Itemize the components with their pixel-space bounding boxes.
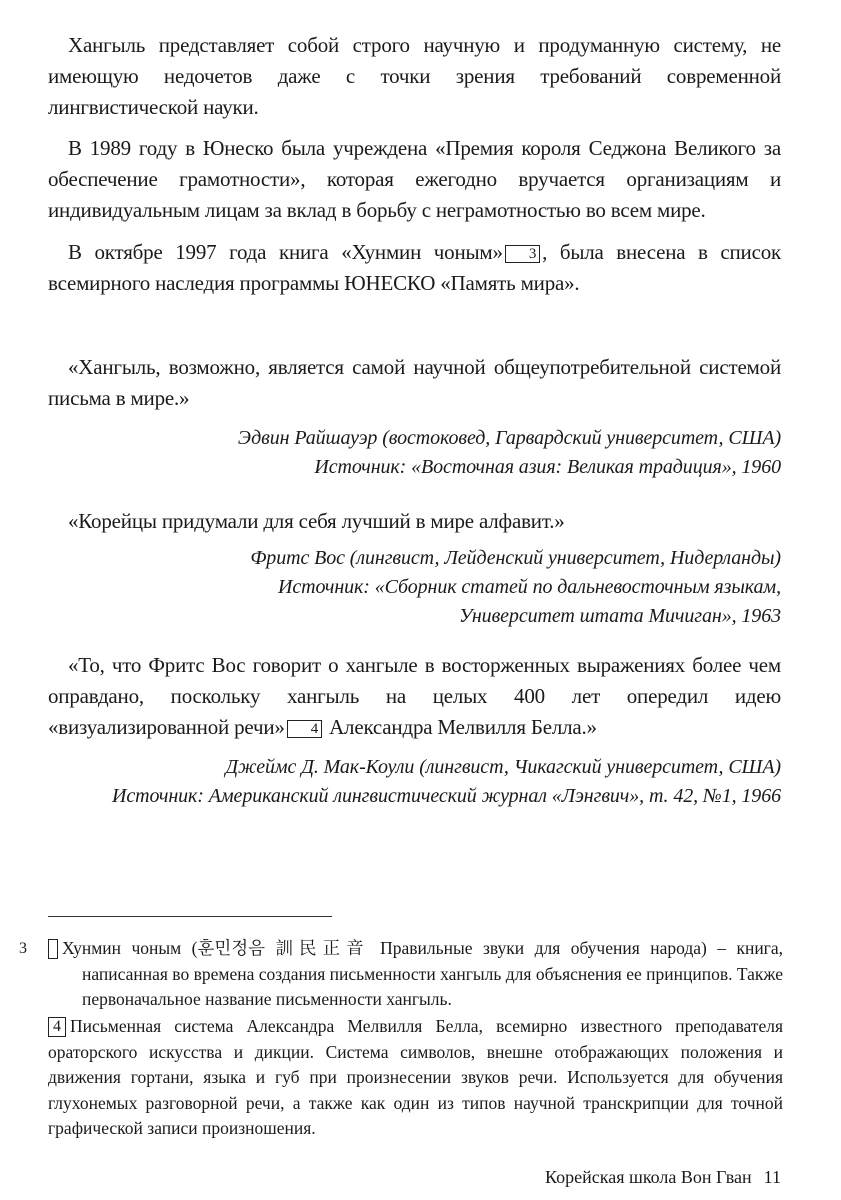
quote-3-text — [48, 650, 781, 743]
quote-3-attribution — [48, 753, 781, 811]
footnote-3-marker: 3 — [48, 939, 58, 959]
paragraph-2: В 1989 году в Юнеско была учреждена «Премия короля Седжона Великого за обеспечение грамотности», которая ежегодно вручается организациям и индивидуальным лицам за вклад в борьбу с неграмотностью во всем мире. — [48, 136, 781, 222]
quote-3-source: Источник: Американский лингвистический журнал «Лэнгвич», т. 42, №1, 1966 — [112, 785, 781, 807]
quote-2-text: «Корейцы придумали для себя лучший в мире алфавит.» — [68, 509, 565, 533]
footnote-4-text: Письменная система Александра Мелвилля Белла, всемирно известного преподавателя ораторского искусства и дикции. Система символов, внешне отображающих положения и движения гортани, языка и губ при произнесении звуков речи. Используется для обучения глухонемых разговорной речи, а также как один из типов научной транскрипции для точной графической записи произношения. — [48, 1016, 783, 1138]
footnote-divider — [48, 916, 332, 917]
quote-2-source: Источник: «Сборник статей по дальневосточным языкам, Университет штата Мичиган», 1963 — [278, 576, 781, 627]
paragraph-3-text-start: В октябре 1997 года книга «Хунмин чоным» — [68, 240, 503, 264]
quote-1-source: Источник: «Восточная азия: Великая традиция», 1960 — [314, 456, 781, 478]
footnote-4-marker: 4 — [48, 1017, 66, 1037]
paragraph-1: Хангыль представляет собой строго научную и продуманную систему, не имеющую недочетов даже с точки зрения требований современной лингвистической науки. — [48, 33, 781, 119]
quote-3-author: Джеймс Д. Мак-Коули (лингвист, Чикагский университет, США) — [225, 756, 781, 778]
quote-2-author: Фритс Вос (лингвист, Лейденский университет, Нидерланды) — [250, 547, 781, 569]
quote-3-text-start: «То, что Фритс Вос говорит о хангыле в восторженных выражениях более чем оправдано, поскольку хангыль на целых 400 лет опередил идею «визуализированной речи» — [48, 653, 781, 739]
paragraph-3-text-end: , была внесена в список всемирного наследия программы ЮНЕСКО «Память мира». — [48, 240, 782, 295]
footer-title: Корейская школа Вон Гван — [545, 1167, 752, 1187]
paragraph-3 — [48, 237, 781, 299]
quote-2-attribution — [48, 544, 781, 631]
footnote-ref-3: 3 — [505, 245, 540, 263]
page-footer — [545, 1166, 781, 1188]
page-number: 11 — [763, 1167, 781, 1187]
quote-1-attribution — [48, 424, 781, 482]
quote-1-text: «Хангыль, возможно, является самой научной общеупотребительной системой письма в мире.» — [48, 355, 781, 410]
footnote-3-text: Хунмин чоным (훈민정음 訓民正音 Правильные звуки для обучения народа) – книга, написанная во времена создания письменности хангыль для объяснения ее принципов. Также первоначальное название письменности хангыль. — [62, 938, 783, 1009]
footnote-4 — [48, 1014, 783, 1142]
footnote-ref-4: 4 — [287, 720, 322, 738]
quote-3-text-end: Александра Мелвилля Белла.» — [324, 715, 597, 739]
footnote-3 — [19, 936, 783, 1013]
quote-1-author: Эдвин Райшауэр (востоковед, Гарвардский университет, США) — [237, 427, 781, 449]
